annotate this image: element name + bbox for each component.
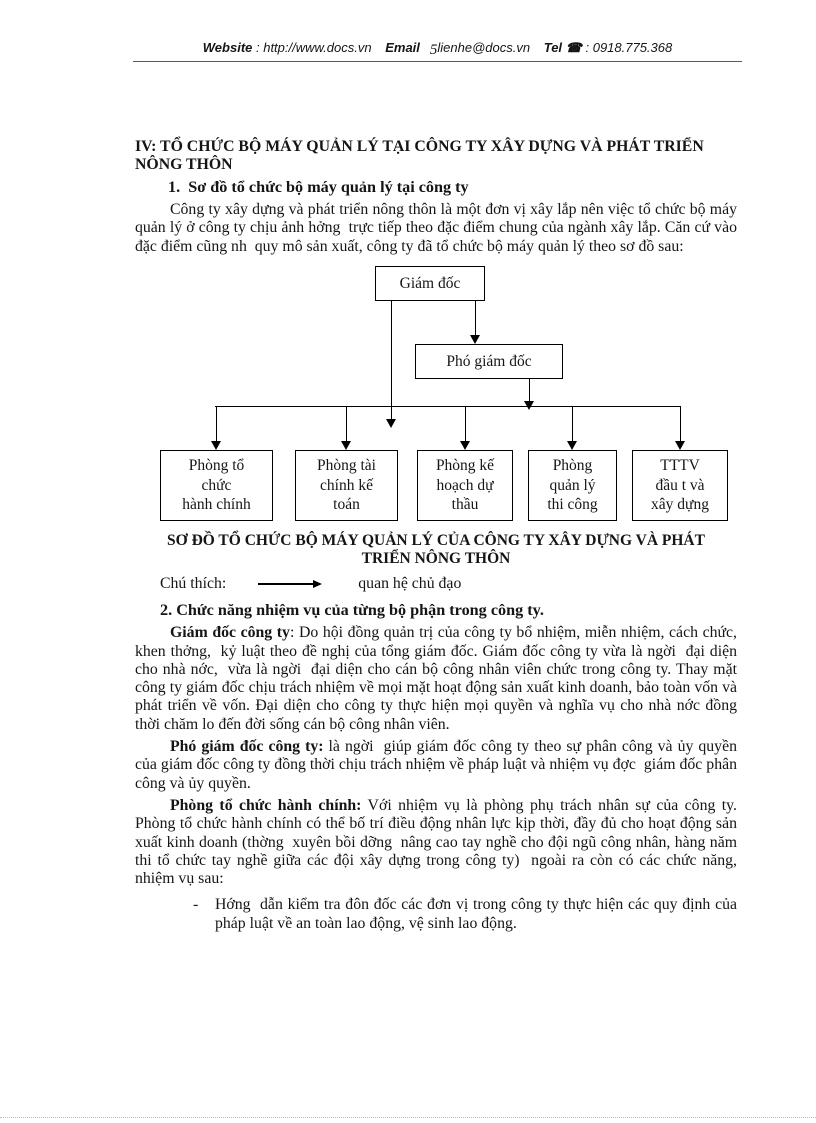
connector-drop-dept1: [216, 407, 217, 441]
page-bottom-rule: [0, 1117, 816, 1118]
paragraph-giam-doc: [135, 624, 741, 734]
legend: [160, 575, 737, 593]
dept3-line3: thầu: [451, 496, 479, 514]
dept2-line2: chính kế: [320, 476, 373, 494]
connector-director-to-bus: [391, 301, 392, 419]
arrowhead-dept1: [211, 441, 221, 450]
node-deputy-director: [415, 344, 563, 379]
node-dept-to-chuc-hanh-chinh: [160, 450, 273, 521]
dept5-line1: TTTV: [660, 457, 700, 475]
dept4-line3: thi công: [547, 496, 598, 514]
node-director-label: Giám đốc: [399, 274, 461, 292]
connector-drop-dept5: [680, 407, 681, 441]
paragraph-pho-giam-doc-text: là ngời giúp giám đốc công ty theo sự phân công và ủy quyền của giám đốc công ty đồng thời chịu trách nhiệm về pháp luật và nhiệm vụ đợc giám đốc phân công và ủy quyền.: [135, 738, 741, 792]
section2-heading: 2. Chức năng nhiệm vụ của từng bộ phận trong công ty.: [160, 601, 544, 620]
bullet-item: [193, 896, 741, 933]
paragraph-giam-doc-text: : Do hội đồng quản trị của công ty bổ nhiệm, miễn nhiệm, cách chức, khen thởng, kỷ luật theo đề nghị của tổng giám đốc. Giám đốc công ty vừa là ngời đại diện cho nhà nớc, vừa là ngời đại diện cho cán bộ công nhân viên chức trong công ty. Thay mặt công ty giám đốc chịu trách nhiệm về mọi mặt hoạt động sản xuất kinh doanh, bảo toàn vốn và phát triển về vốn. Đại diện cho công ty thực hiện mọi quyền và nghĩa vụ cho nhà nớc đồng thời chăm lo đến đời sống cán bộ công nhân viên.: [135, 624, 741, 733]
connector-deputy-to-bus: [529, 379, 530, 401]
node-dept-ke-hoach-du-thau: [417, 450, 513, 521]
document-title-line2: NÔNG THÔN: [135, 155, 233, 173]
org-chart-caption: [135, 532, 737, 567]
connector-bus-line: [215, 406, 681, 407]
legend-text: quan hệ chủ đạo: [358, 575, 462, 593]
arrowhead-dept2: [341, 441, 351, 450]
document-title: [135, 138, 737, 173]
arrowhead-dept4: [567, 441, 577, 450]
dept3-line1: Phòng kế: [435, 457, 495, 475]
caption-line1: SƠ ĐỒ TỔ CHỨC BỘ MÁY QUẢN LÝ CỦA CÔNG TY XÂY DỰNG VÀ PHÁT: [167, 532, 705, 550]
dept4-line2: quản lý: [549, 476, 596, 494]
connector-drop-dept4: [572, 407, 573, 441]
connector-drop-dept3: [465, 407, 466, 441]
node-deputy-director-label: Phó giám đốc: [446, 352, 532, 370]
tel-value: : 0918.775.368: [581, 40, 673, 55]
legend-label: Chú thích:: [160, 575, 227, 593]
document-title-line1: IV: TỔ CHỨC BỘ MÁY QUẢN LÝ TẠI CÔNG TY XÂY DỰNG VÀ PHÁT TRIỂN: [135, 138, 704, 155]
node-dept-tttv-dau-tu-xay-dung: [632, 450, 728, 521]
arrowhead-director-to-deputy: [470, 335, 480, 344]
dept3-line2: hoạch dự: [436, 476, 494, 494]
email-label: Email: [385, 40, 420, 55]
email-value: lienhe@docs.vn: [437, 40, 531, 55]
node-dept-tai-chinh-ke-toan: [295, 450, 398, 521]
paragraph-phong-to-chuc: [135, 796, 741, 888]
paragraph-pho-giam-doc-lead: Phó giám đốc công ty:: [170, 738, 324, 756]
section1-paragraph: Công ty xây dựng và phát triển nông thôn là một đơn vị xây lắp nên việc tổ chức bộ máy quản lý ở công ty chịu ảnh hởng trực tiếp theo đặc điểm chung của ngành xây lắp. Căn cứ vào đặc điểm cũng nh quy mô sản xuất, công ty đã tổ chức bộ máy quản lý theo sơ đồ sau:: [135, 201, 741, 255]
node-director: [375, 266, 485, 301]
arrowhead-dept3: [460, 441, 470, 450]
caption-line2: TRIỂN NÔNG THÔN: [361, 549, 511, 567]
paragraph-pho-giam-doc: [135, 738, 741, 793]
bullet-marker: -: [193, 896, 199, 914]
dept1-line2: chức: [201, 476, 232, 494]
dept1-line1: Phòng tổ: [188, 457, 245, 475]
phone-icon: ☎: [565, 40, 582, 55]
website-label: Website: [202, 40, 253, 55]
legend-arrow-icon: [258, 580, 322, 588]
bullet-text: Hớng dẫn kiểm tra đôn đốc các đơn vị trong công ty thực hiện các quy định của pháp luật về an toàn lao động, vệ sinh lao động.: [215, 896, 741, 932]
website-value: : http://www.docs.vn: [252, 40, 372, 55]
dept2-line3: toán: [333, 496, 360, 514]
arrowhead-director-to-bus: [386, 419, 396, 428]
paragraph-phong-to-chuc-text: Với nhiệm vụ là phòng phụ trách nhân sự của công ty. Phòng tổ chức hành chính có thể bố trí điều động nhân lực kịp thời, đầy đủ cho hoạt động sản xuất kinh doanh (thờng xuyên bồi dỡng nâng cao tay nghề cho đội ngũ công nhân, hàng năm thi tổ chức tay nghề giữa các đội xây dựng trong công ty) ngoài ra còn có các chức năng, nhiệm vụ sau:: [135, 796, 741, 888]
document-body: [135, 138, 741, 933]
tel-label: Tel: [543, 40, 563, 55]
section1-heading: 1. Sơ đồ tổ chức bộ máy quản lý tại công ty: [168, 178, 469, 197]
page-number: 5: [429, 42, 438, 58]
node-dept-quan-ly-thi-cong: [528, 450, 617, 521]
page-header: [133, 40, 742, 62]
dept1-line3: hành chính: [182, 496, 251, 514]
org-chart: [135, 266, 737, 522]
dept5-line2: đầu t và: [655, 476, 705, 494]
paragraph-phong-to-chuc-lead: Phòng tổ chức hành chính:: [170, 796, 362, 814]
connector-director-to-deputy: [475, 301, 476, 335]
connector-drop-dept2: [346, 407, 347, 441]
dept5-line3: xây dựng: [651, 496, 709, 514]
paragraph-giam-doc-lead: Giám đốc công ty: [170, 624, 290, 642]
arrowhead-dept5: [675, 441, 685, 450]
dept2-line1: Phòng tài: [317, 457, 376, 475]
dept4-line1: Phòng: [552, 457, 593, 475]
